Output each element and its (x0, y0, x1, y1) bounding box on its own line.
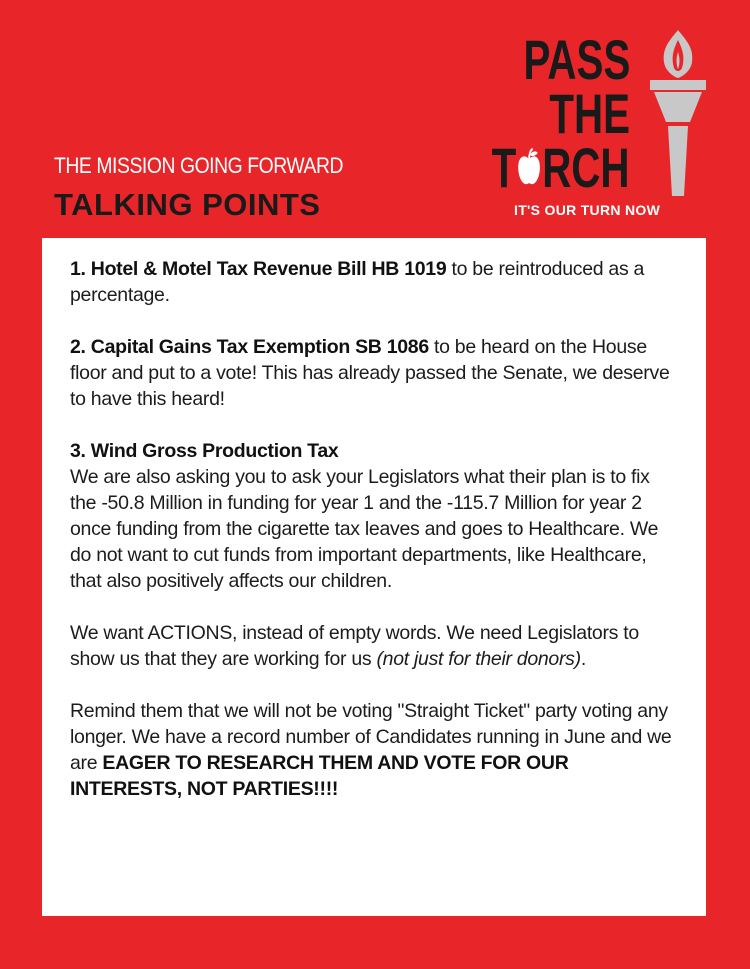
remind-paragraph (70, 698, 680, 802)
logo-letters-rch: RCH (542, 136, 630, 199)
point-3-title: 3. Wind Gross Production Tax (70, 440, 339, 462)
logo-word-pass: PASS (523, 28, 630, 91)
logo-tagline: IT'S OUR TURN NOW (514, 202, 661, 218)
talking-points-card (42, 238, 706, 916)
logo-word-the: THE (549, 82, 630, 145)
point-1-title: 1. Hotel & Motel Tax Revenue Bill HB 1019 (70, 258, 447, 280)
point-1-text: to be reintroduced as a percentage. (70, 258, 645, 306)
remind-bold: EAGER TO RESEARCH THEM AND VOTE FOR OUR INTERESTS, NOT PARTIES!!!! (70, 752, 569, 800)
actions-end: . (580, 648, 586, 670)
pass-the-torch-logo (492, 28, 710, 220)
talking-points-heading: TALKING POINTS (54, 187, 321, 222)
point-2 (70, 334, 680, 412)
logo-word-torch (492, 136, 630, 199)
torch-icon (646, 28, 710, 198)
actions-text: We want ACTIONS, instead of empty words. We need Legislators to show us that they are working for us (70, 622, 639, 670)
point-2-text: to be heard on the House floor and put to a vote! This has already passed the Senate, we deserve to have this heard! (70, 336, 670, 410)
point-2-title: 2. Capital Gains Tax Exemption SB 1086 (70, 336, 429, 358)
apple-icon (517, 148, 543, 188)
point-3-text: We are also asking you to ask your Legislators what their plan is to fix the -50.8 Million in funding for year 1 and the -115.7 Million for year 2 once funding from the cigarette tax leaves and goes to Healthcare. We do not want to cut funds from important departments, like Healthcare, that also positively affects our children. (70, 466, 659, 592)
point-3 (70, 438, 680, 594)
remind-text: Remind them that we will not be voting "Straight Ticket" party voting any longer. We have a record number of Candidates running in June and we are (70, 700, 672, 774)
point-1 (70, 256, 680, 308)
actions-italic: (not just for their donors) (376, 648, 581, 670)
logo-letter-t: T (492, 136, 517, 199)
actions-paragraph (70, 620, 680, 672)
mission-heading: THE MISSION GOING FORWARD (54, 153, 344, 178)
